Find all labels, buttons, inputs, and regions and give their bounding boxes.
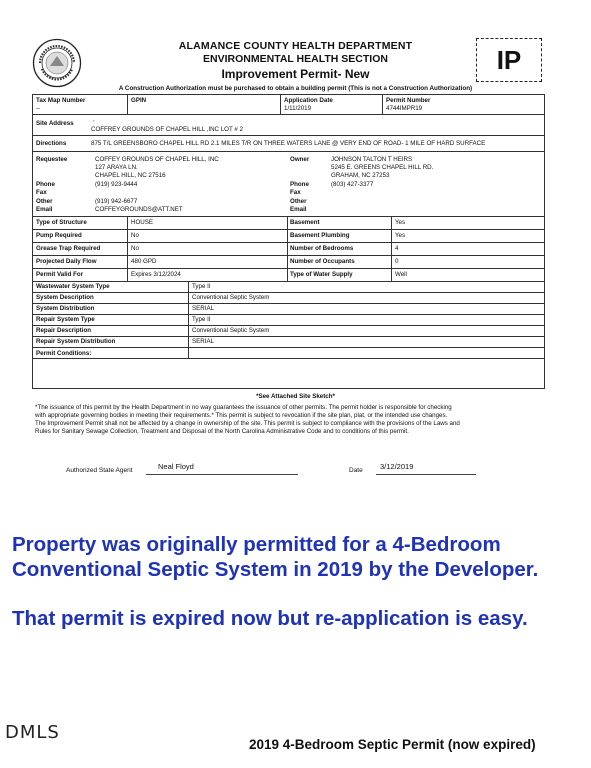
owner-label: Owner (290, 156, 310, 163)
site-address-comma: , (93, 116, 95, 123)
divider (33, 336, 544, 337)
detail-value: No (131, 245, 139, 252)
system-value: Type II (192, 316, 211, 323)
disclaimer-line: with appropriate governing bodies in meeting their requirements.* This permit is subject to revocation if the site plan, plat, or the intended use changes. (35, 412, 448, 419)
divider (33, 242, 544, 243)
overlay-line-1: Property was originally permitted for a 4-Bedroom (12, 533, 501, 556)
site-address-label: Site Address (36, 120, 74, 127)
divider (33, 114, 544, 115)
divider (127, 216, 128, 281)
requestee-fax-label: Fax (36, 189, 47, 196)
detail-label: Grease Trap Required (36, 245, 101, 252)
agent-label: Authorized State Agent (66, 467, 133, 474)
site-address-value: COFFREY GROUNDS OF CHAPEL HILL ,INC LOT # 2 (91, 126, 243, 133)
divider (33, 151, 544, 152)
site-sketch-note: *See Attached Site Sketch* (256, 393, 335, 400)
detail-label: Type of Structure (36, 219, 87, 226)
owner-phone: (803) 427-3377 (331, 181, 374, 188)
application-date-label: Application Date (284, 97, 333, 104)
owner-other-label: Other (290, 198, 307, 205)
system-value: SERIAL (192, 305, 215, 312)
divider (127, 95, 128, 114)
system-value: SERIAL (192, 338, 215, 345)
divider (33, 292, 544, 293)
signature-date: 3/12/2019 (380, 462, 414, 471)
date-label: Date (349, 467, 363, 474)
detail-label: Permit Valid For (36, 271, 84, 278)
divider (287, 216, 288, 281)
detail-value: Expires 3/12/2024 (131, 271, 181, 278)
detail-value: Yes (395, 232, 406, 239)
date-line (376, 474, 476, 475)
owner-phone-label: Phone (290, 181, 309, 188)
system-value: Type II (192, 283, 211, 290)
divider (33, 229, 544, 230)
divider (33, 314, 544, 315)
owner-email-label: Email (290, 206, 307, 213)
permit-conditions-label: Permit Conditions: (36, 350, 92, 357)
directions-value: 875 T/L GREENSBORO CHAPEL HILL RD 2.1 MILES T/R ON THREE WATERS LANE @ VERY END OF ROAD- 1 MILE OF HARD SURFACE (91, 140, 486, 147)
construction-notice: A Construction Authorization must be purchased to obtain a building permit (This is not a Construction Authorization) (118, 85, 473, 92)
overlay-line-3: That permit is expired now but re-application is easy. (12, 607, 528, 630)
application-date-value: 1/11/2019 (284, 105, 312, 112)
system-value: Conventional Septic System (192, 327, 270, 334)
section-name: ENVIRONMENTAL HEALTH SECTION (203, 53, 388, 65)
detail-value: Yes (395, 219, 406, 226)
disclaimer-line: The Improvement Permit shall not be affected by a change in ownership of the site. This permit is subject to compliance with the provisions of the Laws and (35, 420, 460, 427)
tax-map-value: -- (36, 105, 41, 112)
divider (33, 358, 544, 359)
divider (382, 95, 383, 114)
detail-label: Pump Required (36, 232, 82, 239)
permit-title: Improvement Permit- New (221, 67, 370, 81)
requestee-other-label: Other (36, 198, 53, 205)
disclaimer-line: Rules for Sanitary Sewage Collection, Treatment and Disposal of the North Carolina Administrative Code and to conditions of this permit. (35, 428, 409, 435)
requestee-email: COFFEYGROUNDS@ATT.NET (95, 206, 183, 213)
requestee-name: COFFEY GROUNDS OF CHAPEL HILL, INC (95, 156, 219, 163)
system-value: Conventional Septic System (192, 294, 270, 301)
ip-badge: IP (476, 38, 542, 82)
permit-number-value: 4744IMPR19 (386, 105, 423, 112)
divider (33, 135, 544, 136)
detail-label: Basement (290, 219, 320, 226)
divider (33, 303, 544, 304)
detail-label: Basement Plumbing (290, 232, 350, 239)
detail-value: No (131, 232, 139, 239)
divider (391, 216, 392, 281)
divider (33, 268, 544, 269)
overlay-line-2: Conventional Septic System in 2019 by the Developer. (12, 558, 539, 581)
tax-map-label: Tax Map Number (36, 97, 86, 104)
owner-address-line2: GRAHAM, NC 27253 (331, 172, 390, 179)
detail-value: HOUSE (131, 219, 154, 226)
system-label: Repair Description (36, 327, 92, 334)
directions-label: Directions (36, 140, 67, 147)
divider (280, 95, 281, 114)
divider (33, 325, 544, 326)
detail-value: 480 GPD (131, 258, 157, 265)
divider (33, 347, 544, 348)
permit-form (32, 94, 545, 389)
agent-name: Neal Floyd (158, 462, 194, 471)
divider (33, 281, 544, 282)
detail-value: Well (395, 271, 407, 278)
disclaimer-line: *The issuance of this permit by the Health Department in no way guarantees the issuance of other permits. The permit holder is responsible for checking (35, 404, 452, 411)
system-label: Repair System Type (36, 316, 95, 323)
requestee-phone-label: Phone (36, 181, 55, 188)
gpin-label: GPIN (131, 97, 147, 104)
detail-label: Number of Occupants (290, 258, 355, 265)
system-label: System Description (36, 294, 94, 301)
requestee-other-phone: (919) 942-6677 (95, 198, 138, 205)
detail-value: 0 (395, 258, 399, 265)
detail-label: Projected Daily Flow (36, 258, 97, 265)
signature-line (146, 474, 298, 475)
requestee-phone: (919) 923-9444 (95, 181, 138, 188)
divider (33, 255, 544, 256)
system-label: Wastewater System Type (36, 283, 110, 290)
dmls-watermark: DMLS (5, 722, 60, 743)
requestee-address-line1: 127 ARAYA LN. (95, 164, 138, 171)
requestee-label: Requestee (36, 156, 68, 163)
requestee-email-label: Email (36, 206, 53, 213)
image-caption: 2019 4-Bedroom Septic Permit (now expired) (249, 737, 536, 752)
detail-label: Type of Water Supply (290, 271, 353, 278)
permit-number-label: Permit Number (386, 97, 431, 104)
detail-value: 4 (395, 245, 399, 252)
system-label: Repair System Distribution (36, 338, 116, 345)
department-name: ALAMANCE COUNTY HEALTH DEPARTMENT (178, 40, 413, 52)
owner-fax-label: Fax (290, 189, 301, 196)
requestee-address-line2: CHAPEL HILL, NC 27516 (95, 172, 166, 179)
system-label: System Distribution (36, 305, 95, 312)
owner-name: JOHNSON TALTON T HEIRS (331, 156, 413, 163)
divider (33, 216, 544, 217)
detail-label: Number of Bedrooms (290, 245, 354, 252)
owner-address-line1: 5245 E. GREENS CHAPEL HILL RD. (331, 164, 434, 171)
